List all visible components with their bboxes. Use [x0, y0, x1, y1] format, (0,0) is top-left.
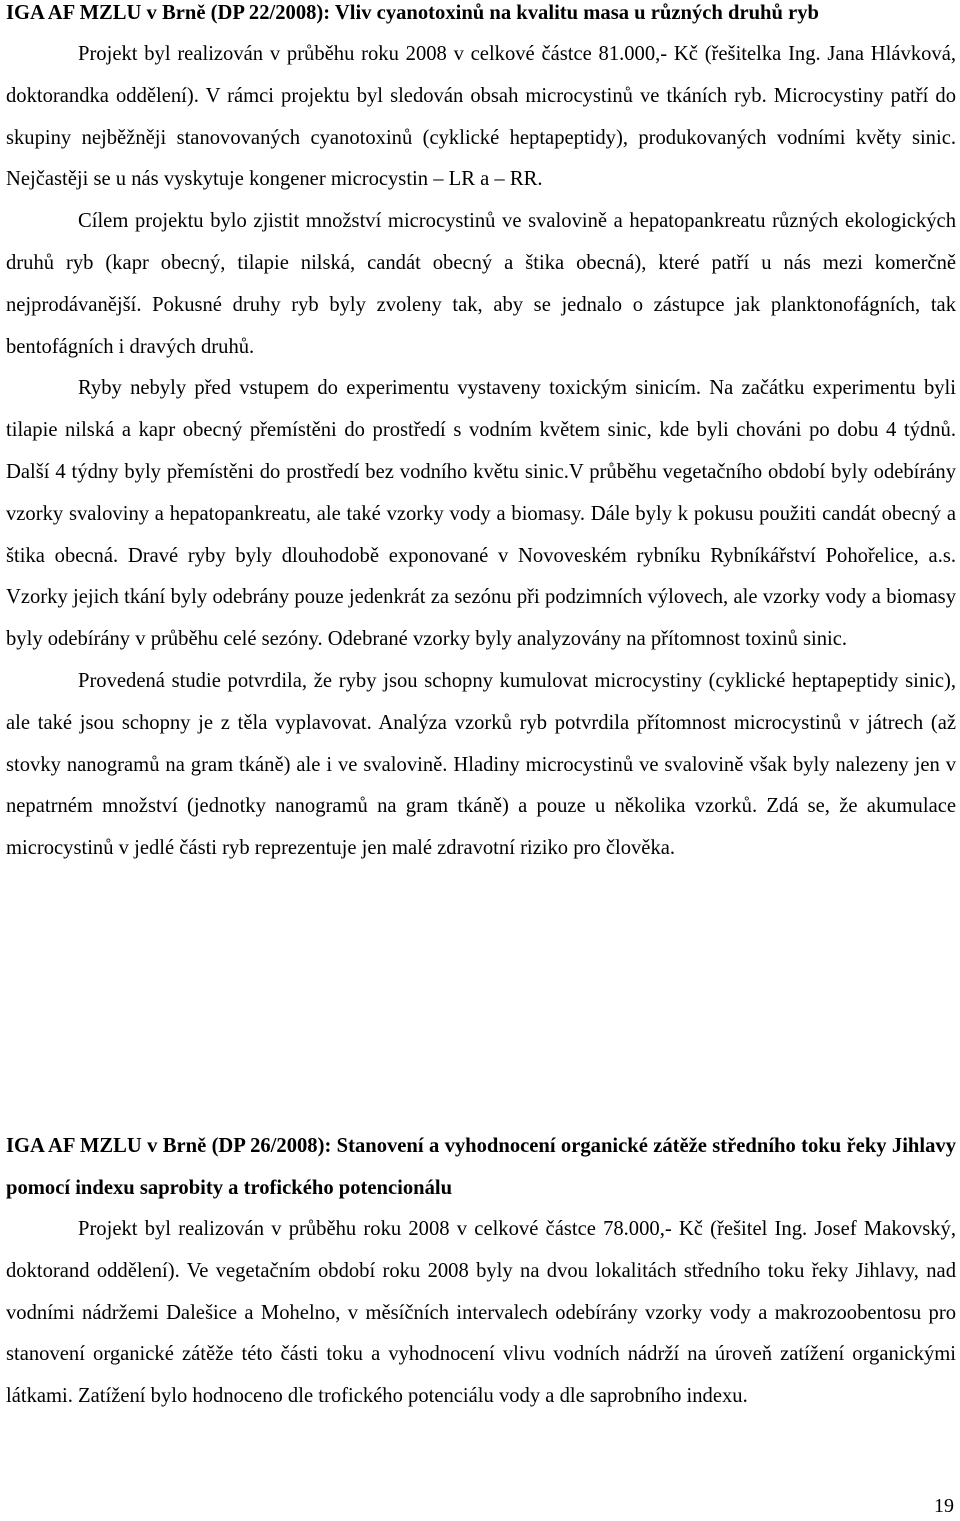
project-section-dp-22-2008: [6, 0, 956, 870]
page-number: 19: [934, 1495, 954, 1517]
paragraph: Cílem projektu bylo zjistit množství microcystinů ve svalovině a hepatopankreatu různých ekologických druhů ryb (kapr obecný, tilapie nilská, candát obecný a štika obecná), které patří u nás mezi komerčně nejprodávanější. Pokusné druhy ryb byly zvoleny tak, aby se jednalo o zástupce jak planktonofágních, tak bentofágních i dravých druhů.: [6, 210, 956, 358]
paragraph: Provedená studie potvrdila, že ryby jsou schopny kumulovat microcystiny (cyklické heptapeptidy sinic), ale také jsou schopny je z těla vyplavovat. Analýza vzorků ryb potvrdila přítomnost microcystinů v játrech (až stovky nanogramů na gram tkáně) ale i ve svalovině. Hladiny microcystinů ve svalovině však byly nalezeny jen v nepatrném množství (jednotky nanogramů na gram tkáně) a pouze u několika vzorků. Zdá se, že akumulace microcystinů v jedlé části ryb reprezentuje jen malé zdravotní riziko pro člověka.: [6, 669, 956, 860]
paragraph: Projekt byl realizován v průběhu roku 2008 v celkové částce 78.000,- Kč (řešitel Ing. Josef Makovský, doktorand oddělení). Ve vegetačním období roku 2008 byly na dvou lokalitách středního toku řeky Jihlavy, nad vodními nádržemi Dalešice a Mohelno, v měsíčních intervalech odebírány vzorky vody a makrozoobentosu pro stanovení organické zátěže této části toku a vyhodnocení vlivu vodních nádrží na úroveň zatížení organickými látkami. Zatížení bylo hodnoceno dle trofického potenciálu vody a dle saprobního indexu.: [6, 1218, 956, 1408]
project-section-dp-26-2008: [6, 1125, 956, 1418]
section-heading: IGA AF MZLU v Brně (DP 22/2008): Vliv cyanotoxinů na kvalitu masa u různých druhů ryb: [6, 2, 819, 24]
section-heading: IGA AF MZLU v Brně (DP 26/2008): Stanovení a vyhodnocení organické zátěže středního toku řeky Jihlavy pomocí indexu saprobity a trofického potencionálu: [6, 1135, 956, 1199]
paragraph: Ryby nebyly před vstupem do experimentu vystaveny toxickým sinicím. Na začátku experimentu byli tilapie nilská a kapr obecný přemístěni do prostředí s vodním květem sinic, kde byli chováni po dobu 4 týdnů. Další 4 týdny byly přemístěni do prostředí bez vodního květu sinic.V průběhu vegetačního období byly odebírány vzorky svaloviny a hepatopankreatu, ale také vzorky vody a biomasy. Dále byly k pokusu použiti candát obecný a štika obecná. Dravé ryby byly dlouhodobě exponované v Novoveském rybníku Rybníkářství Pohořelice, a.s. Vzorky jejich tkání byly odebrány pouze jedenkrát za sezónu při podzimních výlovech, ale vzorky vody a biomasy byly odebírány v průběhu celé sezóny. Odebrané vzorky byly analyzovány na přítomnost toxinů sinic.: [6, 377, 956, 651]
paragraph: Projekt byl realizován v průběhu roku 2008 v celkové částce 81.000,- Kč (řešitelka Ing. Jana Hlávková, doktorandka oddělení). V rámci projektu byl sledován obsah microcystinů ve tkáních ryb. Microcystiny patří do skupiny nejběžněji stanovovaných cyanotoxinů (cyklické heptapeptidy), produkovaných vodními květy sinic. Nejčastěji se u nás vyskytuje kongener microcystin – LR a – RR.: [6, 43, 956, 191]
